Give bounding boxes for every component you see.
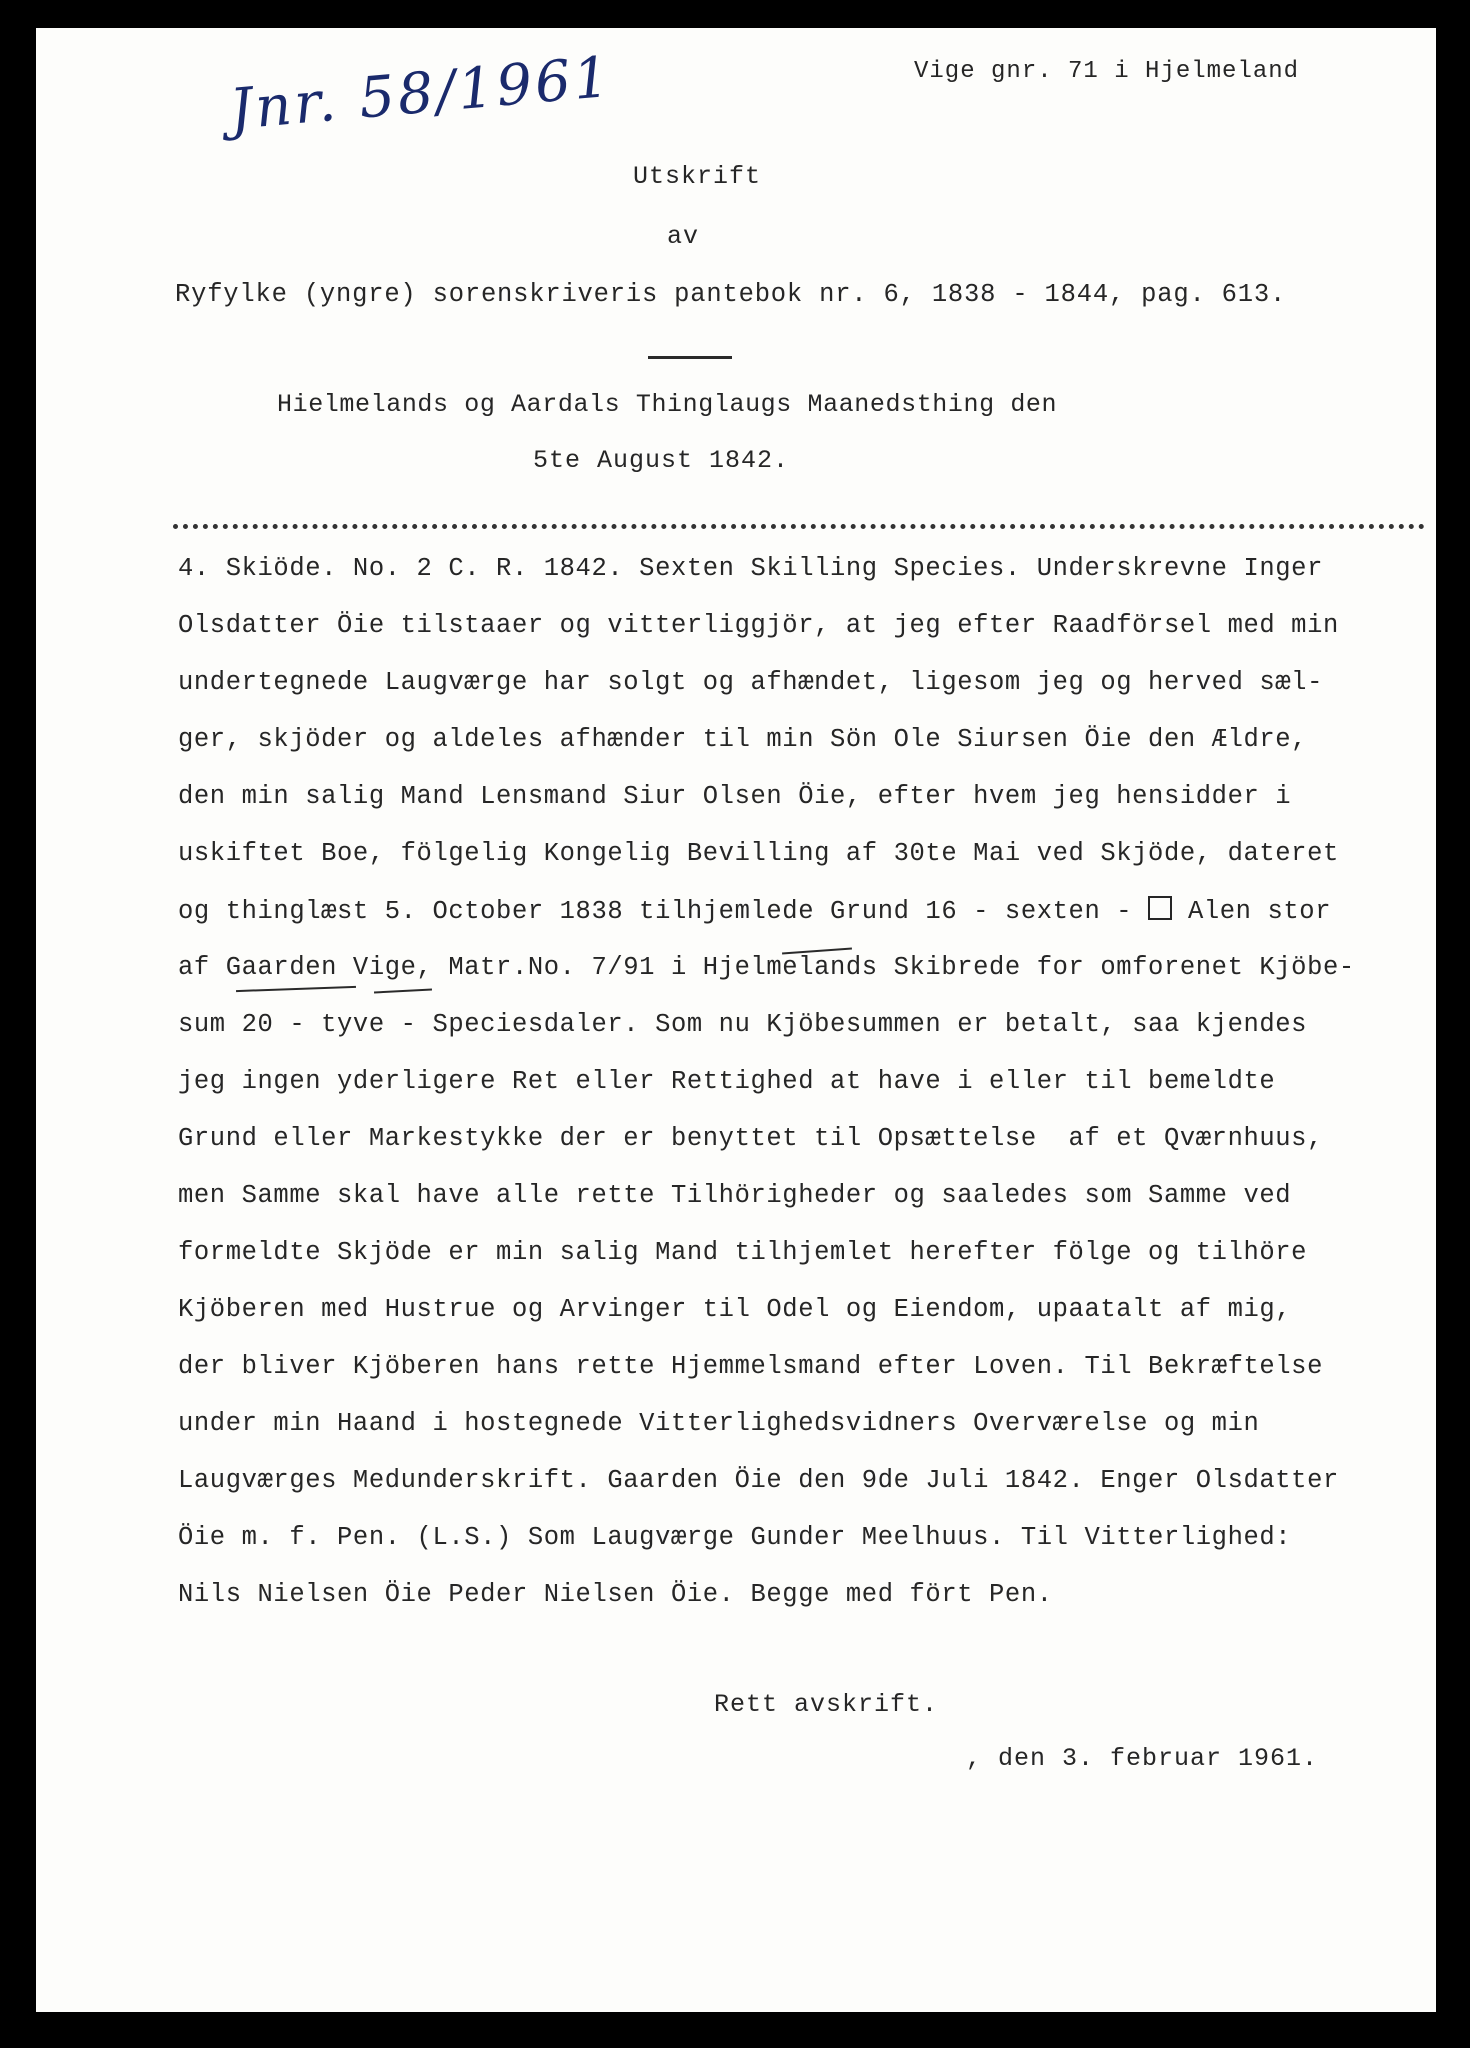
title-utskrift: Utskrift (633, 162, 762, 191)
body-line-12: men Samme skal have alle rette Tilhörigheder og saaledes som Samme ved (178, 1181, 1292, 1210)
certification-date: , den 3. februar 1961. (966, 1744, 1319, 1773)
separator-dash (648, 356, 732, 359)
body-line-6: uskiftet Boe, fölgelig Kongelig Bevilling af 30te Mai ved Skjöde, dateret (178, 839, 1339, 868)
body-line-18: Öie m. f. Pen. (L.S.) Som Laugværge Gunder Meelhuus. Til Vitterlighed: (178, 1523, 1292, 1552)
title-source: Ryfylke (yngre) sorenskriveris pantebok nr. 6, 1838 - 1844, pag. 613. (175, 280, 1287, 309)
body-line-9: sum 20 - tyve - Speciesdaler. Som nu Kjöbesummen er betalt, saa kjendes (178, 1010, 1308, 1039)
body-line-2: Olsdatter Öie tilstaaer og vitterliggjör, at jeg efter Raadförsel med min (178, 611, 1339, 640)
body-line-7-text: og thinglæst 5. October 1838 tilhjemlede Grund 16 - sexten - (178, 897, 1133, 926)
body-line-16: under min Haand i hostegnede Vitterlighedsvidners Overværelse og min (178, 1409, 1260, 1438)
court-session-line1: Hielmelands og Aardals Thinglaugs Maanedsthing den (277, 390, 1058, 419)
square-symbol-icon (1148, 896, 1172, 920)
body-line-3: undertegnede Laugværge har solgt og afhændet, ligesom jeg og herved sæl- (178, 668, 1323, 697)
body-line-14: Kjöberen med Hustrue og Arvinger til Odel og Eiendom, upaatalt af mig, (178, 1295, 1292, 1324)
title-av: av (667, 222, 700, 251)
body-line-19: Nils Nielsen Öie Peder Nielsen Öie. Begge med fört Pen. (178, 1580, 1053, 1609)
dotted-separator (173, 524, 1425, 529)
court-session-date: 5te August 1842. (533, 446, 790, 475)
body-line-8: af Gaarden Vige, Matr.No. 7/91 i Hjelmelands Skibrede for omforenet Kjöbe- (178, 953, 1355, 982)
body-line-7-suffix: Alen stor (1187, 897, 1332, 926)
body-line-4: ger, skjöder og aldeles afhænder til min Sön Ole Siursen Öie den Ældre, (178, 725, 1308, 754)
body-line-15: der bliver Kjöberen hans rette Hjemmelsmand efter Loven. Til Bekræftelse (178, 1352, 1323, 1381)
body-line-7 (178, 896, 1331, 926)
handwritten-journal-number: Jnr. 58/1961 (227, 44, 615, 143)
property-reference: Vige gnr. 71 i Hjelmeland (914, 58, 1300, 85)
body-line-11: Grund eller Markestykke der er benyttet til Opsættelse af et Qværnhuus, (178, 1124, 1323, 1153)
body-line-10: jeg ingen yderligere Ret eller Rettighed at have i eller til bemeldte (178, 1067, 1276, 1096)
body-line-1: 4. Skiöde. No. 2 C. R. 1842. Sexten Skilling Species. Underskrevne Inger (178, 554, 1323, 583)
body-line-5: den min salig Mand Lensmand Siur Olsen Öie, efter hvem jeg hensidder i (178, 782, 1292, 811)
body-line-17: Laugværges Medunderskrift. Gaarden Öie den 9de Juli 1842. Enger Olsdatter (178, 1466, 1339, 1495)
body-line-13: formeldte Skjöde er min salig Mand tilhjemlet herefter fölge og tilhöre (178, 1238, 1308, 1267)
certified-copy-note: Rett avskrift. (714, 1690, 939, 1719)
